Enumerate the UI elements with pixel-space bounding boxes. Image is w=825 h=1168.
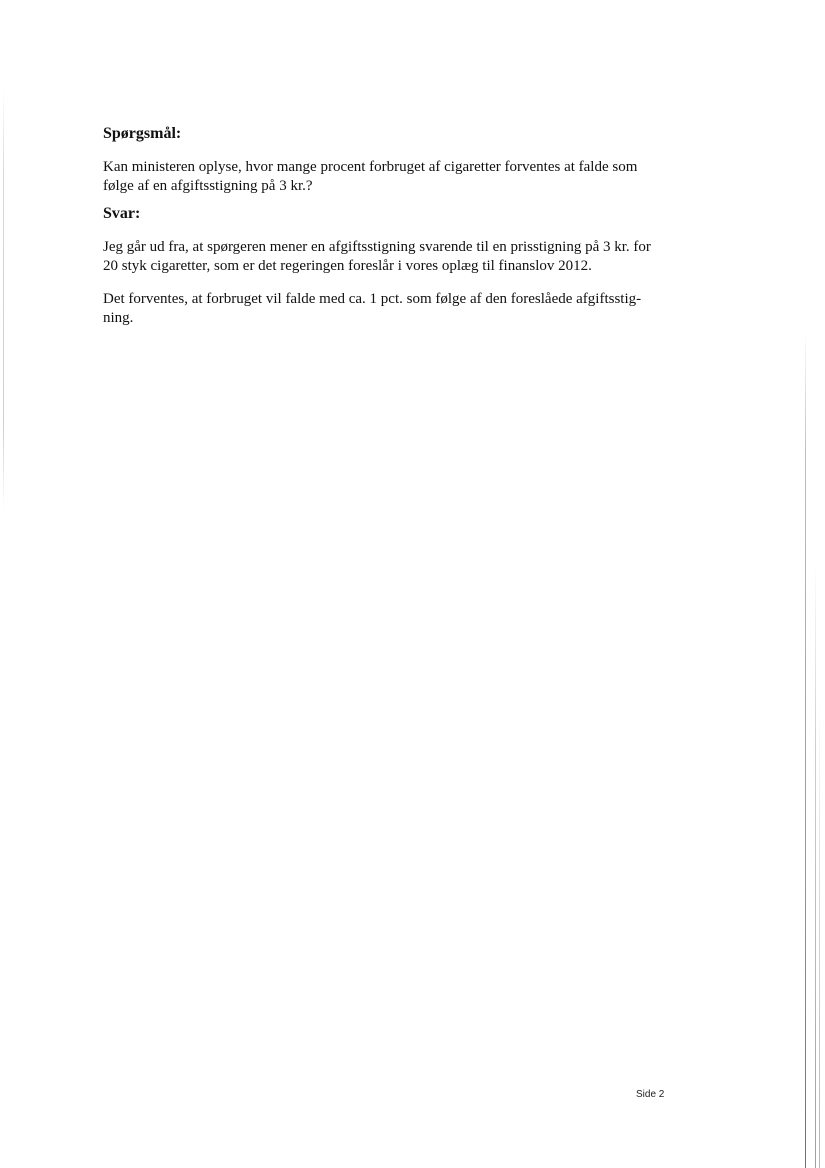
page-number: Side 2 (636, 1089, 665, 1100)
question-heading: Spørgsmål: (103, 125, 182, 142)
answer-paragraph-1 (103, 238, 673, 276)
answer-paragraph-2 (103, 290, 673, 328)
scan-edge-mark (819, 700, 820, 1168)
question-text (103, 158, 673, 196)
scan-edge-mark (3, 90, 4, 510)
question-line: følge af en afgiftsstigning på 3 kr.? (103, 178, 313, 194)
scan-edge-mark (805, 330, 806, 1168)
answer-line: 20 styk cigaretter, som er det regeringen foreslår i vores oplæg til finanslov 2012. (103, 258, 592, 274)
scan-edge-mark (815, 560, 816, 1168)
answer-line: ning. (103, 310, 134, 326)
question-line: Kan ministeren oplyse, hvor mange procent forbruget af cigaretter forventes at falde som (103, 159, 638, 175)
answer-line: Det forventes, at forbruget vil falde med ca. 1 pct. som følge af den foreslåede afgiftsstig- (103, 291, 642, 307)
answer-line: Jeg går ud fra, at spørgeren mener en afgiftsstigning svarende til en prisstigning på 3 kr. for (103, 239, 651, 255)
document-body (103, 120, 683, 328)
answer-heading: Svar: (103, 205, 141, 222)
